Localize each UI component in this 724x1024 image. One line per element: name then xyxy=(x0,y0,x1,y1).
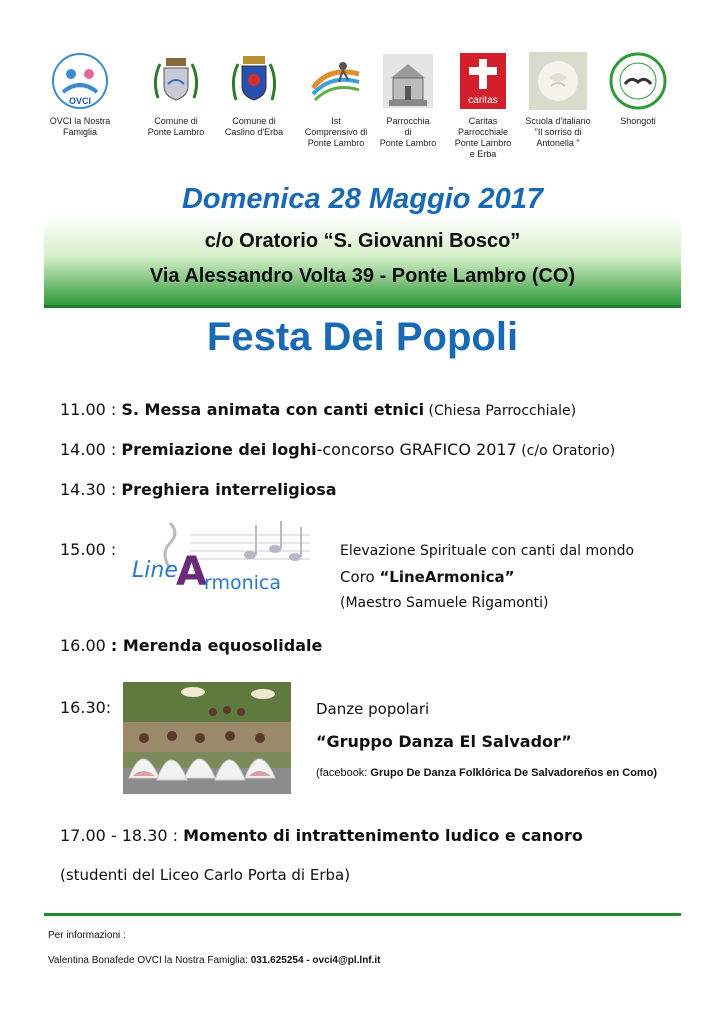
event-venue: c/o Oratorio “S. Giovanni Bosco” xyxy=(204,230,521,252)
sponsor-caption: Comune di Caslino d'Erba xyxy=(224,116,284,137)
caritas-logo-icon xyxy=(454,52,512,110)
sponsor-scuola-italiano xyxy=(518,52,598,149)
footer-divider xyxy=(44,913,681,916)
program-activity: : Merenda equosolidale xyxy=(110,636,323,655)
program-activity: Momento di intrattenimento ludico e canoro xyxy=(183,826,583,845)
sponsor-caption: Caritas Parrocchiale Ponte Lambro e Erba xyxy=(454,116,512,159)
event-address: Via Alessandro Volta 39 - Ponte Lambro (CO) xyxy=(149,265,576,287)
dance-facebook xyxy=(316,767,657,779)
program-activity: Premiazione dei loghi xyxy=(121,440,317,459)
program-item-1600 xyxy=(60,636,322,655)
program-time: 17.00 - 18.30 : xyxy=(60,826,184,845)
program-note: (c/o Oratorio) xyxy=(516,443,616,459)
program-time: 14.30 : xyxy=(60,480,122,499)
facebook-page-name: Grupo De Danza Folklórica De Salvadoreños en Como) xyxy=(370,767,658,779)
sponsor-shongoti xyxy=(598,52,678,127)
program-time: 16.00 xyxy=(60,636,111,655)
program-note: (Chiesa Parrocchiale) xyxy=(424,403,577,419)
program-time: 11.00 : xyxy=(60,400,122,419)
facebook-label: (facebook: xyxy=(316,767,371,779)
program-item-1700 xyxy=(60,826,583,845)
program-item-1400 xyxy=(60,440,615,459)
church-photo-icon xyxy=(379,52,437,110)
program-item-1100 xyxy=(60,400,576,419)
program-activity: S. Messa animata con canti etnici xyxy=(121,400,425,419)
sponsor-parrocchia xyxy=(368,52,448,149)
program-time: 16.30: xyxy=(60,698,112,717)
footer-contact xyxy=(48,955,381,966)
program-item-1430 xyxy=(60,480,337,499)
sponsor-caption: OVCI la Nostra Famiglia xyxy=(49,116,111,137)
chorus-line-2 xyxy=(340,564,634,590)
event-date: Domenica 28 Maggio 2017 xyxy=(181,183,544,215)
footer-label: Per informazioni : xyxy=(48,930,126,941)
program-item-1630 xyxy=(60,698,111,717)
chorus-name: “LineArmonica” xyxy=(379,568,515,586)
sponsor-ovci xyxy=(40,52,120,138)
dance-line-2: “Gruppo Danza El Salvador” xyxy=(316,732,572,751)
sponsor-caption: Shongoti xyxy=(620,116,656,126)
program-item-1500 xyxy=(60,540,116,559)
crest-icon xyxy=(147,52,205,110)
school-logo-icon xyxy=(307,52,365,110)
program-time: 15.00 : xyxy=(60,540,117,559)
program-item-1700-note: (studenti del Liceo Carlo Porta di Erba) xyxy=(60,866,351,884)
svg-text:caritas: caritas xyxy=(468,95,498,106)
crest-icon xyxy=(225,52,283,110)
svg-text:Line: Line xyxy=(132,558,178,583)
sponsor-comune-caslino xyxy=(214,52,294,138)
program-time: 14.00 : xyxy=(60,440,122,459)
dance-group-photo xyxy=(123,682,291,794)
svg-text:A: A xyxy=(176,549,207,595)
chorus-line-3: (Maestro Samuele Rigamonti) xyxy=(340,595,549,611)
dance-line-1: Danze popolari xyxy=(316,700,430,718)
svg-text:OVCI: OVCI xyxy=(68,96,92,106)
sponsor-caption: Comune di Ponte Lambro xyxy=(147,116,205,137)
sponsor-caption: Ist Comprensivo di Ponte Lambro xyxy=(304,116,368,148)
rose-photo-icon xyxy=(529,52,587,110)
chorus-description xyxy=(340,538,634,616)
contact-name: Valentina Bonafede OVCI la Nostra Famiglia: xyxy=(48,955,251,966)
contact-phone-email[interactable]: 031.625254 - ovci4@pl.lnf.it xyxy=(250,955,381,966)
dance-description xyxy=(316,700,657,779)
shongoti-logo-icon xyxy=(609,52,667,110)
chorus-label: Coro xyxy=(340,568,380,586)
program-activity-rest: -concorso GRAFICO 2017 xyxy=(316,440,517,459)
program-activity: Preghiera interreligiosa xyxy=(121,480,337,499)
chorus-line-1: Elevazione Spirituale con canti dal mondo xyxy=(340,543,635,559)
sponsor-comune-ponte-lambro xyxy=(136,52,216,138)
sponsor-caption: Parrocchia di Ponte Lambro xyxy=(379,116,437,148)
sponsor-caption: Scuola d'italiano "Il sorriso di Antonella " xyxy=(525,116,591,148)
ovci-logo-icon xyxy=(51,52,109,110)
svg-text:rmonica: rmonica xyxy=(204,572,282,594)
linearmonica-logo xyxy=(130,515,315,605)
page-title: Festa Dei Popoli xyxy=(206,315,519,359)
sponsor-caritas xyxy=(443,52,523,160)
sponsor-istituto xyxy=(296,52,376,149)
